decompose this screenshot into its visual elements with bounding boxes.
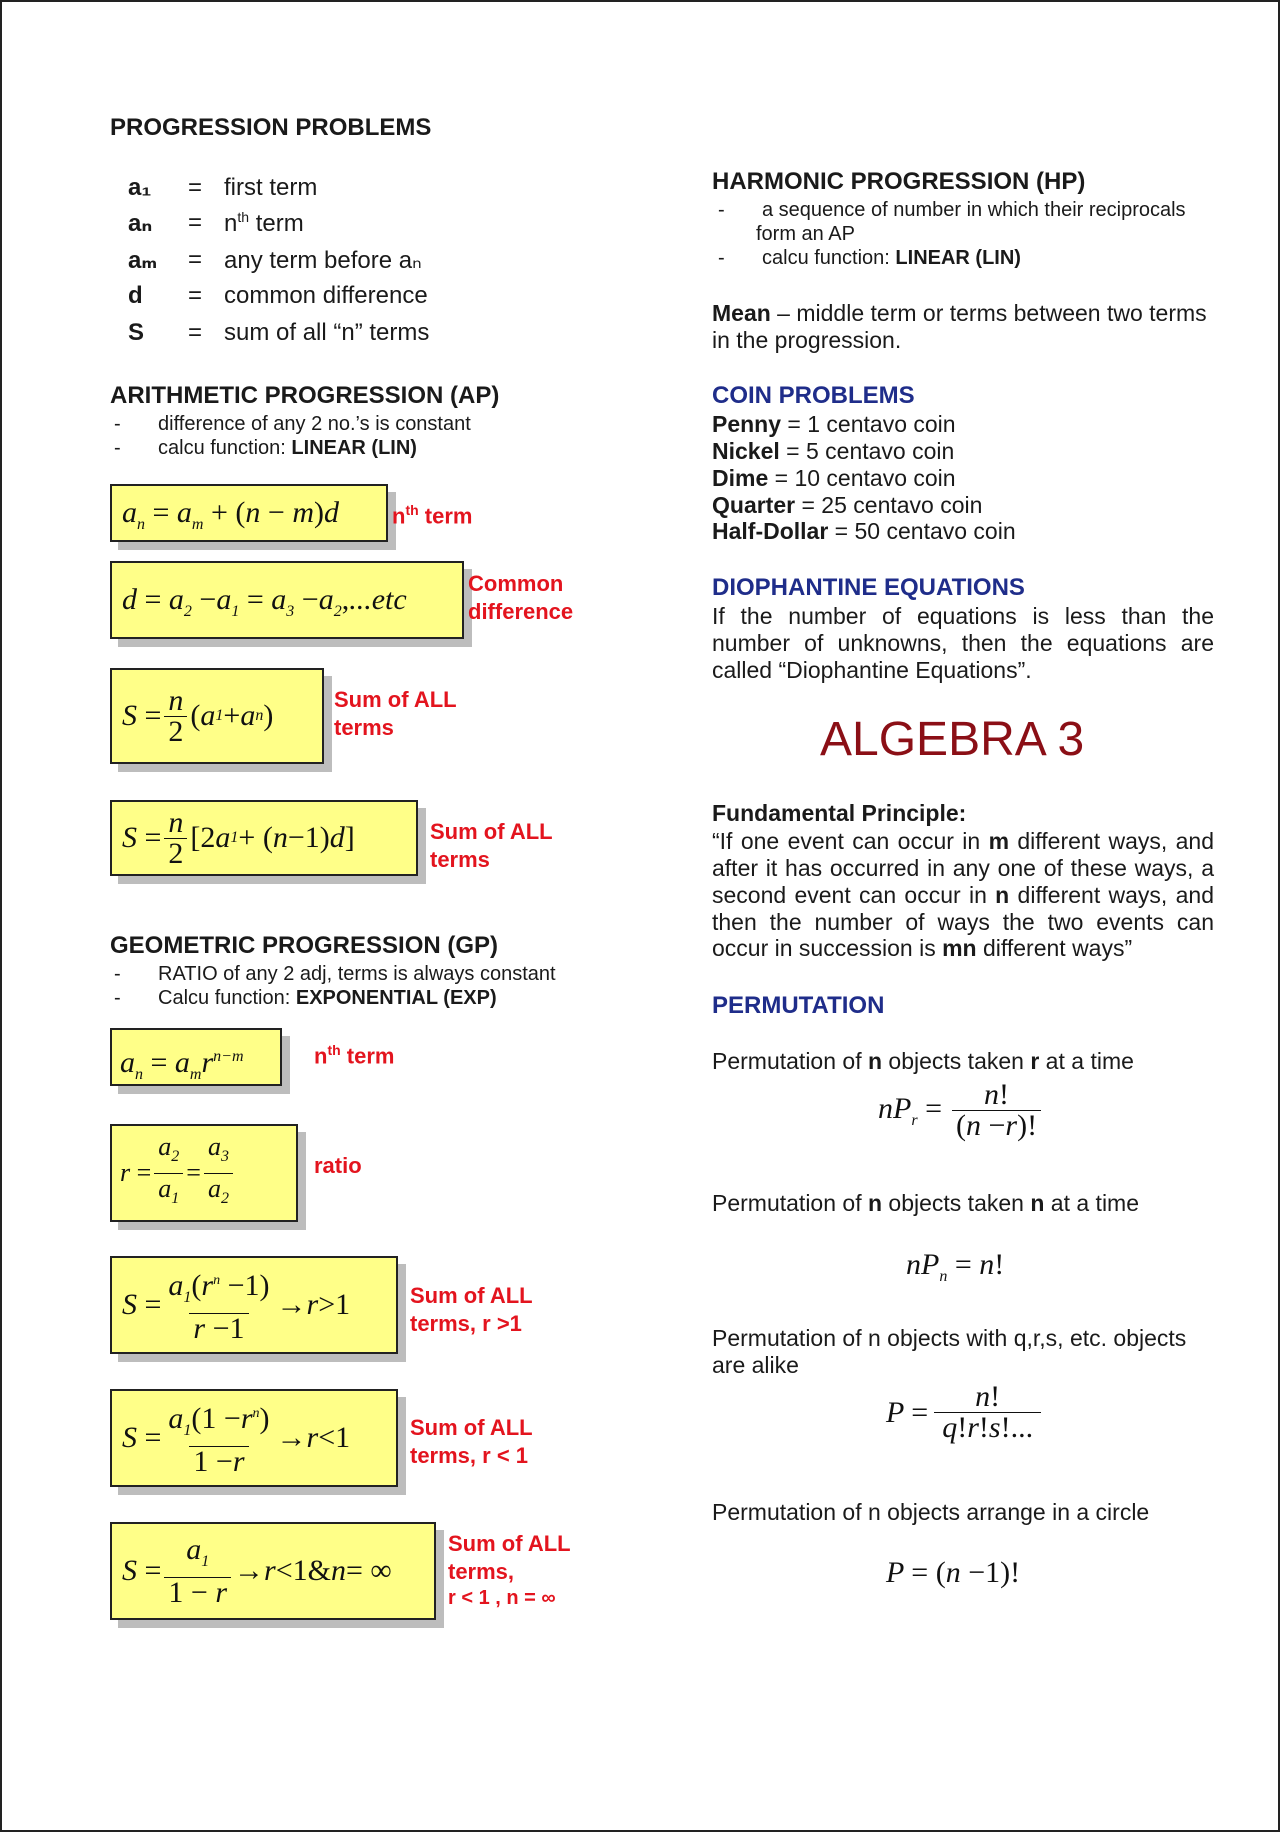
hp-title: HARMONIC PROGRESSION (HP) (712, 168, 1086, 195)
definition-description: sum of all “n” terms (224, 319, 430, 346)
fundamental-line-2: after it has occurred in any one of these ways, a (712, 855, 1214, 881)
definition-symbol: S (128, 319, 145, 346)
permutation-desc-3-line1: Permutation of n objects with q,r,s, etc. objects (712, 1325, 1187, 1351)
ap-difference-label: difference (468, 599, 574, 624)
gp-title: GEOMETRIC PROGRESSION (GP) (110, 932, 499, 959)
formula-gp-sum-infinite: S = $\frac{a_1}{1 - r}$ → r <1& n = ∞ (110, 1522, 436, 1620)
algebra-3-title: ALGEBRA 3 (820, 713, 1085, 766)
mean-definition-line2: in the progression. (712, 327, 902, 353)
definition-equals: = (188, 282, 203, 309)
formula-npr: $nP_r$ = $\frac{n!}{(n -r)!}$ (878, 1080, 1044, 1141)
definition-symbol: a₁ (128, 174, 152, 201)
diophantine-line-1: If the number of equations is less than the (712, 603, 1214, 629)
gp-sum-inf-label-1: Sum of ALL (448, 1531, 571, 1556)
progression-problems-title: PROGRESSION PROBLEMS (110, 114, 432, 141)
formula-gp-ratio: r = $\frac{a_2}{a_1}$ = $\frac{a_3}{a_2}$ (110, 1124, 298, 1222)
formula-npn: $nP_n = n$! (906, 1248, 1005, 1285)
hp-bullet-1-continuation: form an AP (756, 223, 855, 245)
coin-item: Dime = 10 centavo coin (712, 465, 956, 491)
gp-sum-inf-label-2: terms, (448, 1559, 515, 1584)
definition-equals: = (188, 319, 203, 346)
formula-ap-sum-1: S = $\frac{n}{2}$ ( a 1 + a n ) (110, 668, 324, 764)
permutation-desc-2: Permutation of n objects taken n at a time (712, 1190, 1140, 1216)
definition-symbol: aₘ (128, 247, 158, 274)
fundamental-line-5: occur in succession is mn different ways” (712, 935, 1133, 961)
diophantine-line-2: number of unknowns, then the equations are (712, 630, 1214, 656)
fundamental-line-1: “If one event can occur in m different ways, and (712, 828, 1214, 854)
ap-sum2-label-1: Sum of ALL (430, 819, 553, 844)
definition-description: any term before aₙ (224, 247, 422, 274)
coin-item: Penny = 1 centavo coin (712, 411, 956, 437)
formula-ap-nth-term: $a_n = a_m + (n - m)d$ (110, 484, 388, 542)
definition-symbol: aₙ (128, 210, 153, 237)
gp-ratio-label: ratio (314, 1153, 362, 1178)
definition-description: $n^{th}$ term (224, 209, 304, 237)
permutation-desc-1: Permutation of n objects taken r at a time (712, 1048, 1134, 1074)
definition-equals: = (188, 246, 203, 273)
ap-common-label: Common (468, 571, 564, 596)
gp-nth-term-label: $n^{th}$ term (314, 1042, 395, 1069)
ap-title: ARITHMETIC PROGRESSION (AP) (110, 382, 500, 409)
gp-sum-inf-label-3: r < 1 , n = ∞ (448, 1587, 556, 1609)
definition-equals: = (188, 174, 203, 201)
definition-symbol: d (128, 282, 143, 309)
formula-ap-sum-2: S = $\frac{n}{2}$ [2 a 1 + ( n −1) d ] (110, 800, 418, 876)
coin-problems-title: COIN PROBLEMS (712, 382, 915, 409)
fundamental-principle-title: Fundamental Principle: (712, 800, 967, 826)
definition-description: first term (224, 174, 318, 201)
fundamental-line-4: then the number of ways the two events can (712, 909, 1214, 935)
permutation-desc-3-line2: are alike (712, 1352, 799, 1378)
coin-item: Half-Dollar = 50 centavo coin (712, 518, 1016, 544)
gp-sum-r-lt-label-2: terms, r < 1 (410, 1443, 529, 1468)
gp-sum-r-gt-label-1: Sum of ALL (410, 1283, 533, 1308)
ap-sum-label-2: terms (334, 715, 394, 740)
diophantine-title: DIOPHANTINE EQUATIONS (712, 574, 1025, 601)
ap-sum-label-1: Sum of ALL (334, 687, 457, 712)
gp-sum-r-gt-label-2: terms, r >1 (410, 1311, 522, 1336)
diophantine-line-3: called “Diophantine Equations”. (712, 657, 1032, 683)
ap-sum2-label-2: terms (430, 847, 490, 872)
coin-item: Quarter = 25 centavo coin (712, 492, 983, 518)
gp-sum-r-lt-label-1: Sum of ALL (410, 1415, 533, 1440)
fundamental-line-3: second event can occur in n different ways, and (712, 882, 1214, 908)
formula-p-alike: P = $\frac{n!}{q!r!s!...}$ (886, 1382, 1044, 1443)
formula-ap-common-difference: $d = a_2 -a_1 = a_3 -a_2,...etc$ (110, 561, 464, 639)
permutation-desc-4: Permutation of n objects arrange in a circle (712, 1499, 1150, 1525)
mean-definition: Mean – middle term or terms between two terms (712, 300, 1207, 326)
ap-nth-term-label: $n^{th}$ term (392, 502, 473, 529)
formula-gp-sum-r-greater-1: S = $\frac{a_1(r^n -1)}{r -1}$ → r >1 (110, 1256, 398, 1354)
definition-description: common difference (224, 282, 428, 309)
formula-p-circle: P = (n −1)! (886, 1556, 1021, 1589)
formula-gp-sum-r-less-1: S = $\frac{a_1(1 -r^n)}{1 -r}$ → r <1 (110, 1389, 398, 1487)
formula-gp-nth-term: $a_n = a_mr^{n-m}$ (110, 1028, 282, 1086)
definition-equals: = (188, 209, 203, 236)
coin-item: Nickel = 5 centavo coin (712, 438, 955, 464)
permutation-title: PERMUTATION (712, 992, 885, 1019)
